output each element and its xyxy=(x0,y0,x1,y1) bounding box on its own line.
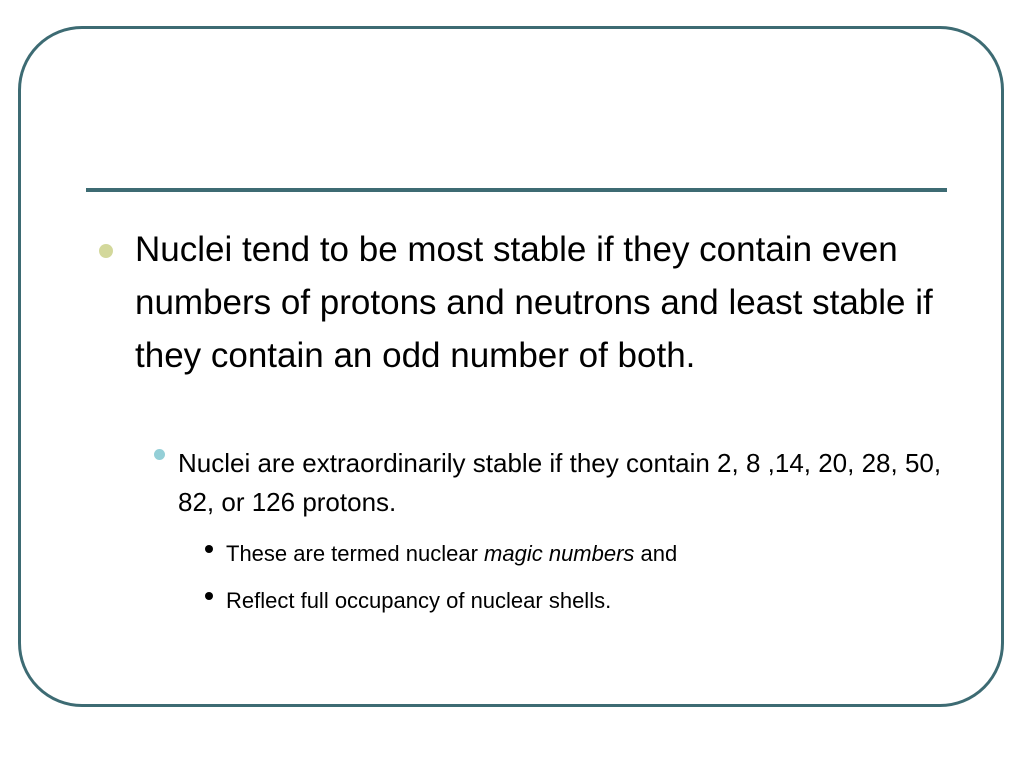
bullet-level3-shells: Reflect full occupancy of nuclear shells. xyxy=(226,588,612,613)
magic-numbers-emphasis: magic numbers xyxy=(484,541,635,566)
bullet-level3-text-after: and xyxy=(634,541,678,566)
bullet-dot-level3 xyxy=(205,592,213,600)
bullet-level3-text-before: These are termed nuclear xyxy=(226,541,485,566)
bullet-level3-magic-numbers xyxy=(226,537,946,571)
bullet-dot-level3 xyxy=(205,545,213,553)
bullet-level1-text: Nuclei tend to be most stable if they contain even numbers of protons and neutrons and least stable if they contain an odd number of both. xyxy=(135,230,933,375)
bullet-dot-level2 xyxy=(154,449,165,460)
bullet-level2-text: Nuclei are extraordinarily stable if they contain 2, 8 ,14, 20, 28, 50, 82, or 126 protons. xyxy=(178,448,942,517)
bullet-dot-level1 xyxy=(99,244,113,258)
